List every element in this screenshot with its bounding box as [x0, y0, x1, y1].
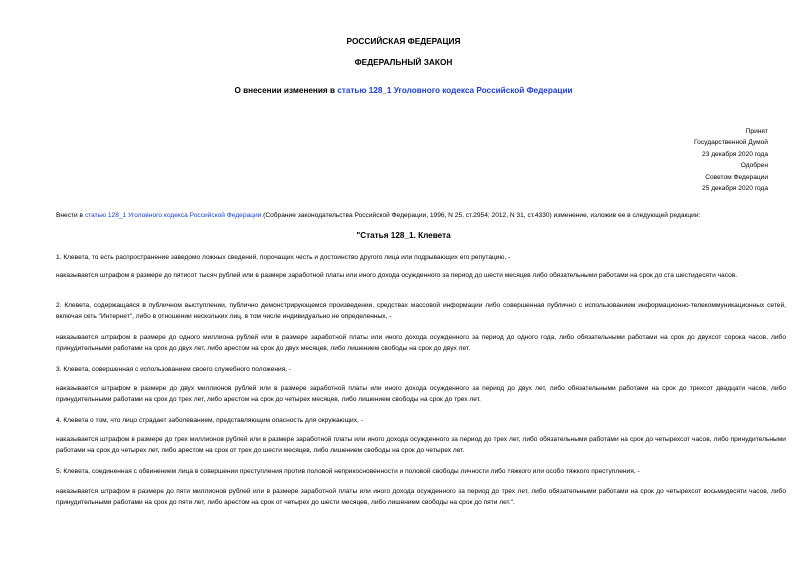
- approved-label: Одобрен: [740, 162, 768, 170]
- paragraph-4-penalty: наказывается штрафом в размере до трех миллионов рублей или в размере заработной платы или иного дохода осужденного за период до трех лет, либо обязательными работами на срок до четырехсот часов, либо принудительными работами на срок до четырех лет, либо арестом на срок от трех до шести месяцев, либо лишением свободы на срок до четырех лет.: [56, 436, 786, 454]
- article-title: "Статья 128_1. Клевета: [356, 231, 451, 240]
- law-title-prefix: О внесении изменения в: [234, 86, 338, 95]
- country-heading: РОССИЙСКАЯ ФЕДЕРАЦИЯ: [346, 36, 461, 46]
- intro-suffix: (Собрание законодательства Российской Федерации, 1996, N 25, ст.2954; 2012, N 31, ст.4330) изменение, изложив ее в следующей редакции:: [261, 212, 701, 219]
- adopted-label: Принят: [745, 128, 768, 135]
- paragraph-2-penalty: наказывается штрафом в размере до одного миллиона рублей или в размере заработной платы или иного дохода осужденного за период до одного года, либо обязательными работами на срок до двухсот сорока часов, либо принудительными работами на срок до двух лет, либо арестом на срок до двух месяцев, либо лишением свободы на срок до двух лет.: [56, 334, 786, 352]
- paragraph-3: 3. Клевета, совершенная с использованием своего служебного положения, -: [56, 366, 292, 373]
- paragraph-2: 2. Клевета, содержащаяся в публичном выступлении, публично демонстрирующемся произведении, средствах массовой информации либо совершенная публично с использованием информационно-телекоммуникационных сетей, включая сеть "Интернет", либо в отношении нескольких лиц, в том числе индивидуально не определенных, -: [56, 302, 786, 320]
- intro-article-link[interactable]: статью 128_1 Уголовного кодекса Российской Федерации: [84, 212, 262, 219]
- paragraph-4: 4. Клевета о том, что лицо страдает заболеванием, представляющим опасность для окружающих, -: [56, 417, 363, 424]
- approved-date: 25 декабря 2020 года: [702, 185, 768, 193]
- intro-prefix: Внести в: [56, 212, 85, 219]
- law-type-heading: ФЕДЕРАЛЬНЫЙ ЗАКОН: [354, 57, 453, 67]
- approved-by: Советом Федерации: [705, 173, 768, 181]
- adopted-date: 23 декабря 2020 года: [702, 150, 768, 158]
- adoption-block: [694, 126, 768, 194]
- paragraph-5-penalty: наказывается штрафом в размере до пяти миллионов рублей или в размере заработной платы или иного дохода осужденного за период до трех лет, либо обязательными работами на срок до четырехсот восьмидесяти часов, либо принудительными работами на срок до пяти лет, либо арестом на срок от четырех до шести месяцев, либо лишением свободы на срок до пяти лет.".: [56, 488, 786, 506]
- law-title: [0, 86, 807, 96]
- paragraph-1-penalty: наказывается штрафом в размере до пятисот тысяч рублей или в размере заработной платы или иного дохода осужденного за период до шести месяцев либо обязательными работами на срок до ста шестидесяти часов.: [56, 272, 738, 279]
- article-link[interactable]: статью 128_1 Уголовного кодекса Российской Федерации: [337, 86, 573, 95]
- paragraph-3-penalty: наказывается штрафом в размере до двух миллионов рублей или в размере заработной платы или иного дохода осужденного за период до двух лет, либо обязательными работами на срок до трехсот двадцати часов, либо принудительными работами на срок до трех лет, либо арестом на срок до четырех месяцев, либо лишением свободы на срок до трех лет.: [56, 385, 786, 403]
- paragraph-1: 1. Клевета, то есть распространение заведомо ложных сведений, порочащих честь и достоинство другого лица или подрывающих его репутацию, -: [56, 254, 511, 261]
- adopted-by: Государственной Думой: [694, 139, 768, 147]
- intro-paragraph: [39, 210, 786, 221]
- paragraph-5: 5. Клевета, соединенная с обвинением лица в совершении преступления против половой неприкосновенности и половой свободы личности либо тяжкого или особо тяжкого преступления, -: [56, 468, 640, 475]
